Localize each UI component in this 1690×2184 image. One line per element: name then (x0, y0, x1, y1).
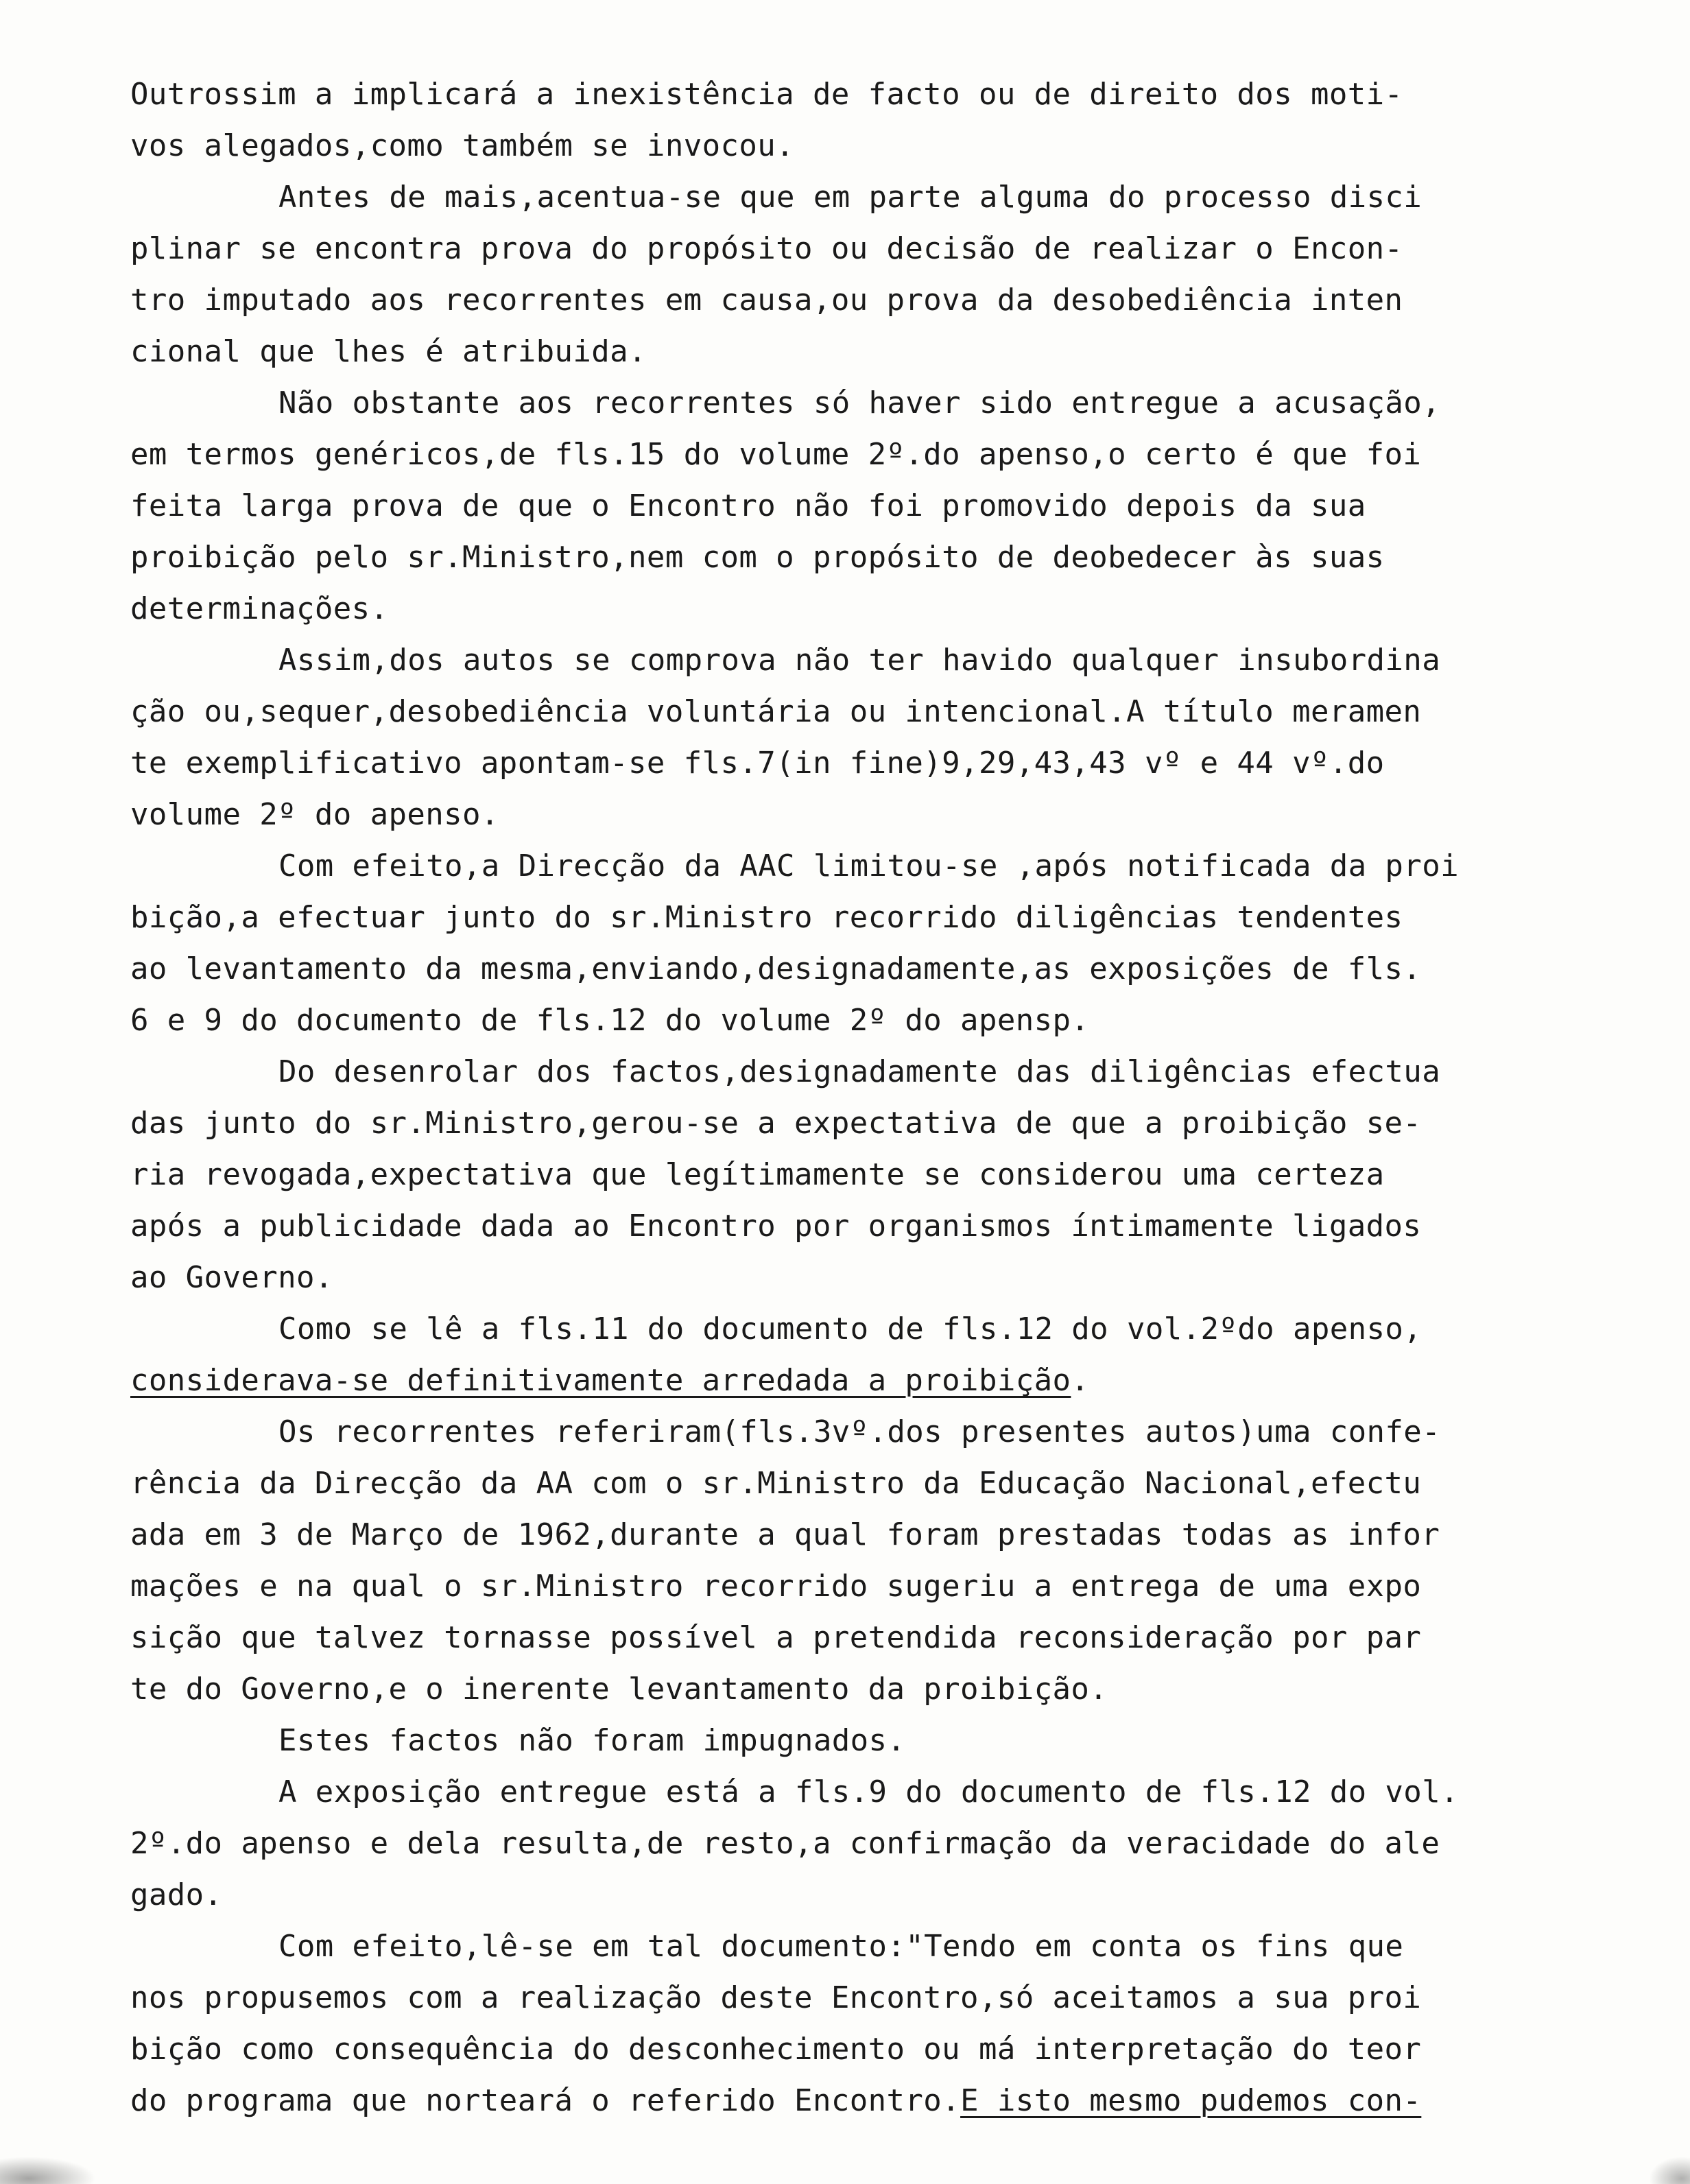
text-line (130, 2075, 1612, 2126)
text-segment: do programa que norteará o referido Encontro. (130, 2083, 961, 2118)
text-segment: ria revogada,expectativa que legítimamente se considerou uma certeza (130, 1157, 1385, 1192)
text-line (130, 1149, 1612, 1200)
text-segment: 2º.do apenso e dela resulta,de resto,a confirmação da veracidade do ale (130, 1826, 1440, 1861)
text-line (130, 892, 1612, 943)
text-segment: cional que lhes é atribuida. (130, 334, 647, 369)
text-segment: . (1071, 1363, 1090, 1398)
scan-smudge-right (1649, 2157, 1690, 2184)
text-segment: proibição pelo sr.Ministro,nem com o propósito de deobedecer às suas (130, 540, 1385, 575)
text-segment: Com efeito,lê-se em tal documento:"Tendo em conta os fins que (278, 1929, 1404, 1964)
text-line (130, 2023, 1612, 2075)
text-line (130, 1046, 1612, 1097)
text-segment: Estes factos não foram impugnados. (278, 1723, 906, 1758)
text-segment: rência da Direcção da AA com o sr.Ministro da Educação Nacional,efectu (130, 1466, 1422, 1501)
text-line (130, 1715, 1612, 1766)
text-line (130, 69, 1612, 120)
text-line (130, 223, 1612, 274)
text-line (130, 377, 1612, 429)
text-line (130, 1509, 1612, 1560)
text-segment: após a publicidade dada ao Encontro por organismos íntimamente ligados (130, 1209, 1422, 1244)
text-segment: tro imputado aos recorrentes em causa,ou prova da desobediência inten (130, 283, 1403, 318)
text-segment: mações e na qual o sr.Ministro recorrido sugeriu a entrega de uma expo (130, 1569, 1422, 1604)
text-line (130, 1097, 1612, 1149)
text-line (130, 1972, 1612, 2023)
text-line (130, 171, 1612, 223)
text-segment: 6 e 9 do documento de fls.12 do volume 2º do apensp. (130, 1003, 1090, 1038)
text-line (130, 737, 1612, 789)
text-line (130, 1663, 1612, 1715)
text-line (130, 789, 1612, 840)
text-segment: plinar se encontra prova do propósito ou decisão de realizar o Encon- (130, 231, 1403, 266)
text-segment: Os recorrentes referiram(fls.3vº.dos presentes autos)uma confe- (278, 1414, 1441, 1449)
text-line (130, 686, 1612, 737)
text-line (130, 429, 1612, 480)
text-segment: bição,a efectuar junto do sr.Ministro recorrido diligências tendentes (130, 900, 1403, 935)
text-segment: em termos genéricos,de fls.15 do volume 2º.do apenso,o certo é que foi (130, 437, 1422, 472)
text-line (130, 1458, 1612, 1509)
text-segment: te do Governo,e o inerente levantamento da proibição. (130, 1672, 1108, 1707)
text-line (130, 1921, 1612, 1972)
text-segment: Assim,dos autos se comprova não ter havido qualquer insubordina (278, 643, 1441, 678)
text-segment: vos alegados,como também se invocou. (130, 128, 795, 163)
underlined-text: considerava-se definitivamente arredada a proibição (130, 1363, 1071, 1398)
text-line (130, 1869, 1612, 1921)
text-line (130, 1818, 1612, 1869)
text-segment: determinações. (130, 591, 389, 626)
text-line (130, 1766, 1612, 1818)
text-segment: ao levantamento da mesma,enviando,designadamente,as exposições de fls. (130, 951, 1422, 986)
text-line (130, 943, 1612, 995)
text-line (130, 1612, 1612, 1663)
text-segment: ção ou,sequer,desobediência voluntária ou intencional.A título meramen (130, 694, 1422, 729)
text-line (130, 1406, 1612, 1458)
text-line (130, 1355, 1612, 1406)
text-segment: nos propusemos com a realização deste Encontro,só aceitamos a sua proi (130, 1980, 1422, 2015)
text-segment: A exposição entregue está a fls.9 do documento de fls.12 do vol. (278, 1774, 1459, 1809)
scan-smudge-left (0, 2157, 96, 2184)
text-line (130, 1200, 1612, 1252)
text-line (130, 1560, 1612, 1612)
text-line (130, 120, 1612, 171)
text-segment: sição que talvez tornasse possível a pretendida reconsideração por par (130, 1620, 1422, 1655)
text-segment: ao Governo. (130, 1260, 333, 1295)
text-segment: Outrossim a implicará a inexistência de facto ou de direito dos moti- (130, 77, 1403, 112)
text-segment: te exemplificativo apontam-se fls.7(in fine)9,29,43,43 vº e 44 vº.do (130, 746, 1385, 781)
text-segment: bição como consequência do desconhecimento ou má interpretação do teor (130, 2032, 1422, 2067)
typewritten-text-body (130, 69, 1612, 2126)
text-line (130, 532, 1612, 583)
text-segment: Com efeito,a Direcção da AAC limitou-se ,após notificada da proi (278, 848, 1459, 883)
text-line (130, 840, 1612, 892)
text-line (130, 1252, 1612, 1303)
text-line (130, 326, 1612, 377)
text-line (130, 583, 1612, 634)
text-segment: volume 2º do apenso. (130, 797, 499, 832)
underlined-text: E isto mesmo pudemos con- (960, 2083, 1422, 2118)
text-segment: das junto do sr.Ministro,gerou-se a expectativa de que a proibição se- (130, 1106, 1422, 1141)
text-line (130, 634, 1612, 686)
text-segment: Não obstante aos recorrentes só haver sido entregue a acusação, (278, 385, 1441, 420)
text-segment: Do desenrolar dos factos,designadamente das diligências efectua (278, 1054, 1441, 1089)
text-line (130, 480, 1612, 532)
text-segment: gado. (130, 1877, 223, 1912)
text-segment: Antes de mais,acentua-se que em parte alguma do processo disci (278, 180, 1423, 215)
text-line (130, 274, 1612, 326)
text-line (130, 995, 1612, 1046)
text-segment: Como se lê a fls.11 do documento de fls.12 do vol.2ºdo apenso, (278, 1311, 1423, 1346)
text-segment: ada em 3 de Março de 1962,durante a qual foram prestadas todas as infor (130, 1517, 1440, 1552)
text-segment: feita larga prova de que o Encontro não foi promovido depois da sua (130, 488, 1366, 523)
text-line (130, 1303, 1612, 1355)
